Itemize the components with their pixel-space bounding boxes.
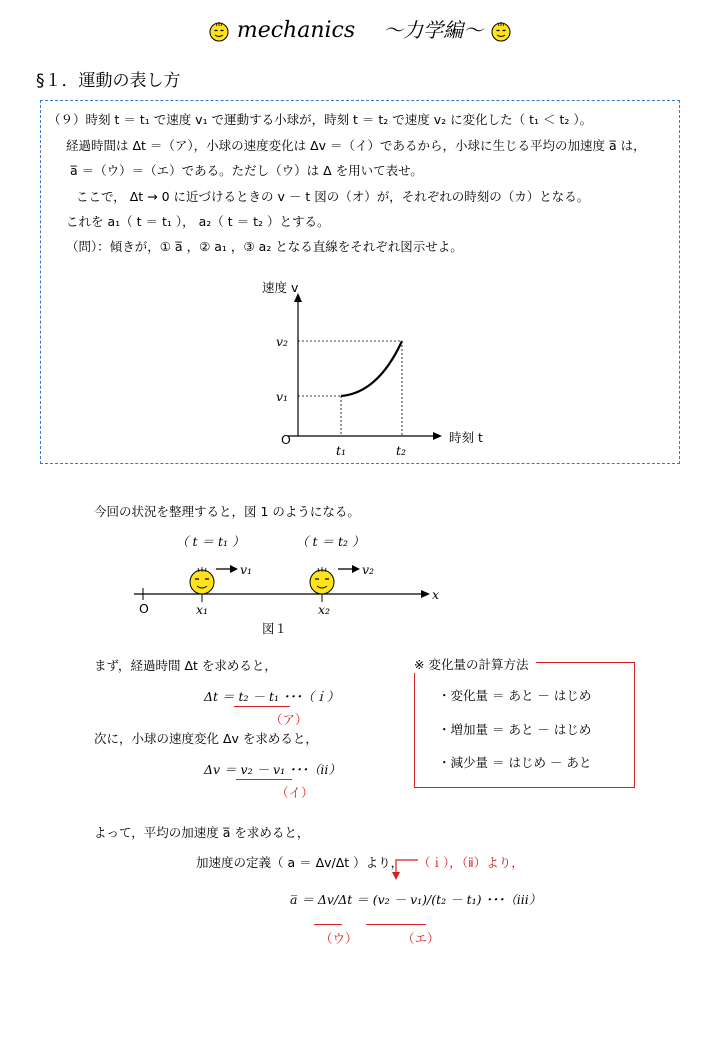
eq1-tag: （ア） xyxy=(270,712,308,727)
note-item-2: ・増加量 ＝ あと － はじめ xyxy=(438,722,592,737)
section-heading: §１．運動の表し方 xyxy=(36,71,181,91)
note-item-3: ・減少量 ＝ はじめ － あと xyxy=(438,755,592,770)
vt-tick-t2: t₂ xyxy=(396,443,407,458)
step2-text: 次に，小球の速度変化 Δv を求めると， xyxy=(94,731,318,746)
vt-tick-v2: v₂ xyxy=(276,334,289,349)
problem-line-3: a̅ ＝（ウ）＝（エ）である。ただし（ウ）は Δ を用いて表せ。 xyxy=(70,163,423,178)
eq2: Δv ＝ v₂ － v₁ ･･･（ⅱ） xyxy=(204,762,341,777)
eq3: a̅ ＝ Δv/Δt ＝ (v₂ － v₁)/(t₂ － t₁) ･･･（ⅲ） xyxy=(290,892,542,907)
vt-tick-v1: v₁ xyxy=(276,389,289,404)
fig1-origin: O xyxy=(139,601,149,616)
fig1-position-label-2: x₂ xyxy=(318,602,331,617)
problem-line-4: ここで， Δt → 0 に近づけるときの v － t 図の（オ）が，それぞれの時刻の（カ）となる。 xyxy=(76,189,590,204)
problem-line-2: 経過時間は Δt ＝（ア），小球の速度変化は Δv ＝（イ）であるから，小球に生じる平均の加速度 a̅ は， xyxy=(66,138,646,153)
step1-text: まず，経過時間 Δt を求めると， xyxy=(94,658,277,673)
vt-y-axis-label: 速度 v xyxy=(262,280,299,295)
reference-note: （ｉ），（ⅱ）より， xyxy=(418,855,524,870)
note-item-1: ・変化量 ＝ あと － はじめ xyxy=(438,688,592,703)
fig1-position-label-1: x₁ xyxy=(196,602,209,617)
eq3-tag-1: （ウ） xyxy=(320,931,358,946)
problem-line-5: これを a₁（ t ＝ t₁ ）， a₂（ t ＝ t₂ ）とする。 xyxy=(66,214,330,229)
note-title: ※ 変化量の計算方法 xyxy=(406,655,536,673)
vt-origin: O xyxy=(281,432,291,447)
fig1-axis-label: x xyxy=(432,587,440,602)
eq2-tag: （イ） xyxy=(276,785,314,800)
title-japanese: ～力学編～ xyxy=(383,18,484,42)
eq3-underline-1 xyxy=(314,924,342,925)
fig1-velocity-label-1: v₁ xyxy=(240,562,253,577)
vt-x-axis-label: 時刻 t xyxy=(449,430,483,445)
vt-tick-t1: t₁ xyxy=(336,443,347,458)
fig1-time-label-2: （ t ＝ t₂ ） xyxy=(296,534,365,549)
fig1-caption: 図１ xyxy=(262,621,288,636)
title-english: mechanics xyxy=(236,18,356,43)
problem-line-1: （９）時刻 t ＝ t₁ で速度 v₁ で運動する小球が，時刻 t ＝ t₂ で速度 v₂ に変化した（ t₁ ＜ t₂ ）。 xyxy=(48,112,593,127)
definition-text: 加速度の定義（ a ＝ Δv/Δt ）より， xyxy=(196,855,404,870)
intro-text: 今回の状況を整理すると，図 1 のようになる。 xyxy=(94,504,360,519)
problem-line-6: （問）：傾きが，① a̅ ，② a₁ ，③ a₂ となる直線をそれぞれ図示せよ。 xyxy=(66,239,463,254)
eq1: Δt ＝ t₂ － t₁ ･･･（ｉ） xyxy=(204,689,340,704)
fig1-time-label-1: （ t ＝ t₁ ） xyxy=(176,534,245,549)
eq3-tag-2: （エ） xyxy=(402,931,440,946)
fig1-velocity-label-2: v₂ xyxy=(362,562,375,577)
step3-text: よって，平均の加速度 a̅ を求めると， xyxy=(94,825,310,840)
eq3-underline-2 xyxy=(366,924,426,925)
